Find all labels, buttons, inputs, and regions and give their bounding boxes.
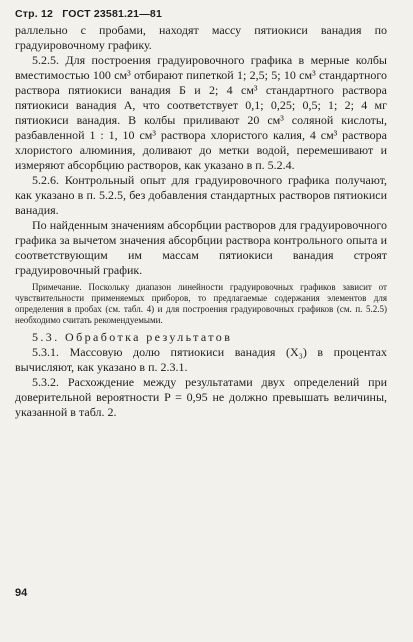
note-block [15,282,387,326]
page-number: 94 [15,587,28,599]
page-label: Стр. 12 [15,8,54,20]
section-heading [15,330,387,345]
note-text: Примечание. Поскольку диапазон линейности градуировочных графиков зависит от чувствительности применяемых приборов, то предлагаемые содержания элементов для определения в пробах (см. табл. 4) и для построения градуировочных графиков (см. п. 5.2.5) необходимо считать рекомендуемыми. [15,282,387,325]
document-body [15,23,387,420]
paragraph-5-3-2: 5.3.2. Расхождение между результатами двух определений при доверительной вероятности P = 0,95 не должно превышать величины, указанной в табл. 2. [15,375,387,419]
paragraph-continuation: раллельно с пробами, находят массу пятиокиси ванадия по градуировочному графику. [15,23,387,52]
paragraph-5-2-5: 5.2.5. Для построения градуировочного графика в мерные колбы вместимостью 100 см³ отбирают пипеткой 1; 2,5; 5; 10 см³ стандартного раствора пятиокиси ванадия Б и 2; 4 см³ стандартного раствора пятиокиси ванадия А, что соответствует 0,1; 0,25; 0,5; 1; 2; 4 мг пятиокиси ванадия. В колбы приливают 20 см³ соляной кислоты, разбавленной 1 : 1, 10 см³ раствора хлористого калия, 4 см³ раствора хлористого алюминия, доливают до метки водой, перемешивают и измеряют абсорбцию растворов, как указано в п. 5.2.4. [15,53,387,172]
section-heading-text: 5.3. Обработка результатов [32,330,233,344]
paragraph-5-2-6: 5.2.6. Контрольный опыт для градуировочного графика получают, как указано в п. 5.2.5, без добавления стандартных растворов пятиокиси ванадия. [15,173,387,217]
paragraph-5-3-1: 5.3.1. Массовую долю пятиокиси ванадия (X₃) в процентах вычисляют, как указано в п. 2.3.1. [15,345,387,374]
page-header [15,8,168,20]
paragraph-calibration: По найденным значениям абсорбции растворов для градуировочного графика за вычетом значения абсорбции раствора контрольного опыта и соответствующим им массам пятиокиси ванадия строят градуировочный график. [15,218,387,277]
standard-number: ГОСТ 23581.21—81 [62,8,162,20]
